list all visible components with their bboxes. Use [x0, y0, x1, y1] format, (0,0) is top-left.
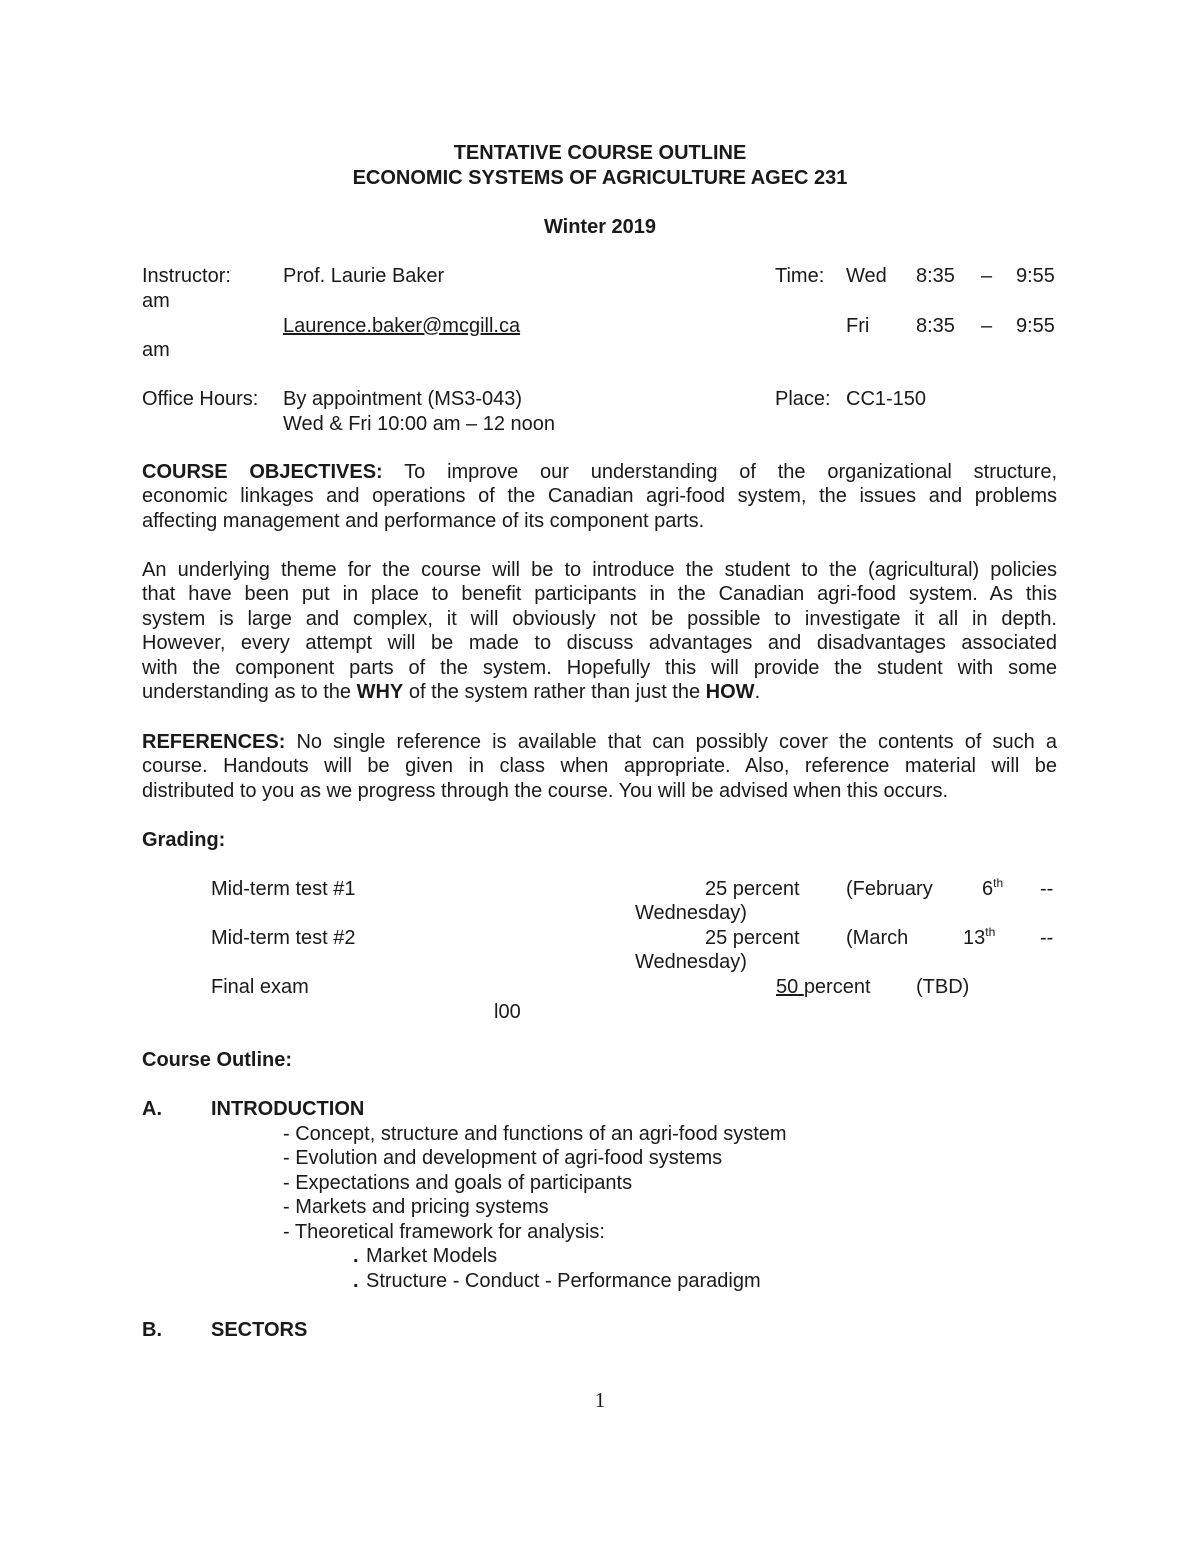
grading-final-percent: 50 percent — [776, 976, 871, 998]
doc-title-line1: TENTATIVE COURSE OUTLINE — [453, 142, 747, 164]
time-row-2-suffix: am — [142, 339, 170, 361]
references-paragraph — [142, 730, 1057, 803]
theme-line-1: An underlying theme for the course will be to introduce the student to the (agricultural) policies — [142, 559, 1057, 581]
grading-item-1-weekday: Wednesday) — [635, 902, 747, 924]
section-b-title: SECTORS — [211, 1319, 308, 1341]
grading-item-2-weekday: Wednesday) — [635, 951, 747, 973]
section-b-letter: B. — [142, 1319, 162, 1341]
grading-item-1-name: Mid-term test #1 — [211, 878, 356, 900]
place-value: CC1-150 — [846, 388, 927, 410]
grading-item-2-dashes: -- — [1040, 927, 1054, 949]
grading-item-2-date-open: (March — [846, 927, 909, 949]
section-a-title: INTRODUCTION — [211, 1098, 365, 1120]
references-line-1: No single reference is available that can possibly cover the contents of such a — [296, 731, 1057, 753]
section-a-item-2: - Evolution and development of agri-food systems — [283, 1147, 723, 1169]
section-a-subitem-2-bullet: . — [353, 1270, 359, 1292]
instructor-name: Prof. Laurie Baker — [283, 265, 445, 287]
grading-heading: Grading: — [142, 829, 226, 851]
grading-total: l00 — [494, 1001, 521, 1023]
page-number: 1 — [594, 1388, 606, 1412]
theme-last-pre: understanding as to the — [142, 681, 352, 704]
objectives-line-1: To improve our understanding of the organizational structure, — [404, 461, 1057, 483]
instructor-label: Instructor: — [142, 265, 231, 287]
time-label: Time: — [775, 265, 825, 287]
references-line-2: course. Handouts will be given in class when appropriate. Also, reference material will be — [142, 755, 1057, 778]
time-row-2-day: Fri — [846, 315, 870, 337]
references-line-3: distributed to you as we progress through the course. You will be advised when this occurs. — [142, 779, 949, 802]
grading-item-2-percent: 25 percent — [705, 927, 800, 949]
section-a-letter: A. — [142, 1098, 162, 1120]
grading-item-1-dashes: -- — [1040, 878, 1054, 900]
time-row-1-dash: – — [981, 265, 993, 287]
outline-heading: Course Outline: — [142, 1049, 293, 1071]
theme-last-mid: of the system rather than just the — [408, 681, 701, 704]
theme-how: HOW — [705, 681, 755, 704]
section-a-item-3: - Expectations and goals of participants — [283, 1172, 633, 1194]
grading-item-2-day: 13th — [963, 925, 996, 949]
doc-term: Winter 2019 — [543, 216, 657, 238]
place-label: Place: — [775, 388, 831, 410]
objectives-line-3: affecting management and performance of its component parts. — [142, 509, 705, 532]
grading-item-2-name: Mid-term test #2 — [211, 927, 356, 949]
time-row-2-dash: – — [981, 315, 993, 337]
theme-line-4: However, every attempt will be made to discuss advantages and disadvantages associated — [142, 632, 1057, 655]
time-row-2-start: 8:35 — [916, 315, 955, 337]
section-a-item-5: - Theoretical framework for analysis: — [283, 1221, 605, 1243]
theme-line-2: that have been put in place to benefit participants in the Canadian agri-food system. As this — [142, 583, 1057, 606]
objectives-heading: COURSE OBJECTIVES: — [142, 461, 383, 483]
theme-last-post: . — [754, 681, 761, 704]
office-hours-line2: Wed & Fri 10:00 am – 12 noon — [283, 413, 556, 435]
grading-final-date: (TBD) — [916, 976, 970, 998]
theme-line-5: with the component parts of the system. Hopefully this will provide the student with some — [142, 656, 1057, 679]
theme-line-3: system is large and complex, it will obviously not be possible to investigate it all in depth. — [142, 607, 1057, 630]
doc-title-line2: ECONOMIC SYSTEMS OF AGRICULTURE AGEC 231 — [352, 167, 848, 189]
grading-final-name: Final exam — [211, 976, 309, 998]
office-hours-label: Office Hours: — [142, 388, 259, 410]
time-row-2-end: 9:55 — [1016, 315, 1055, 337]
section-a-subitem-1-bullet: . — [353, 1245, 359, 1267]
office-hours-line1: By appointment (MS3-043) — [283, 388, 523, 410]
theme-line-6 — [142, 680, 1057, 704]
section-a-item-1: - Concept, structure and functions of an agri-food system — [283, 1123, 787, 1145]
time-row-1-suffix: am — [142, 290, 170, 312]
section-a-item-4: - Markets and pricing systems — [283, 1196, 549, 1218]
section-a-subitem-1: Market Models — [366, 1245, 498, 1267]
theme-why: WHY — [356, 681, 404, 704]
section-a-subitem-2: Structure - Conduct - Performance paradigm — [366, 1270, 761, 1292]
grading-item-1-percent: 25 percent — [705, 878, 800, 900]
time-row-1-day: Wed — [846, 265, 887, 287]
references-heading: REFERENCES: — [142, 731, 286, 753]
time-row-1-start: 8:35 — [916, 265, 955, 287]
objectives-line-2: economic linkages and operations of the Canadian agri-food system, the issues and problems — [142, 485, 1057, 508]
grading-item-1-date-open: (February — [846, 878, 933, 900]
theme-paragraph — [142, 558, 1057, 704]
time-row-1-end: 9:55 — [1016, 265, 1055, 287]
objectives-paragraph — [142, 460, 1057, 533]
instructor-email-link[interactable]: Laurence.baker@mcgill.ca — [283, 315, 521, 337]
grading-item-1-day: 6th — [982, 876, 1004, 900]
